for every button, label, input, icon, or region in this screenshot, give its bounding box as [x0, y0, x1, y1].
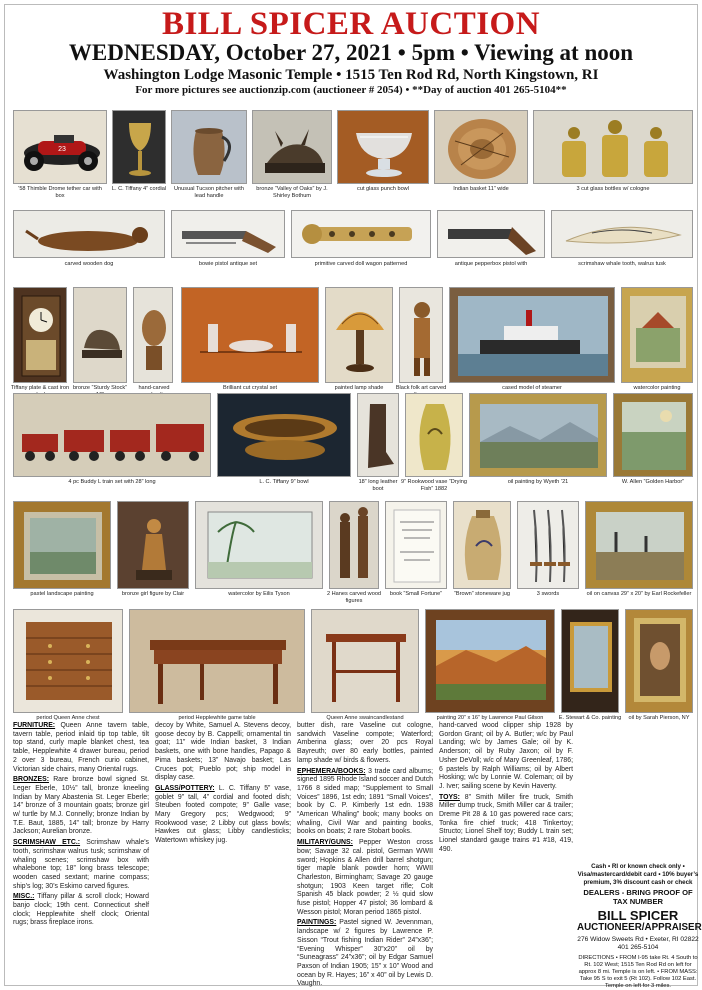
- photo-scrimshaw: [551, 210, 693, 258]
- caption-tiffany-goblet: L. C. Tiffany 4” cordial: [111, 186, 167, 192]
- caption-mirror-paint: pastel landscape painting: [30, 591, 94, 597]
- photo-ship-case: [449, 287, 615, 383]
- photo-punch-bowl: [337, 110, 429, 184]
- photo-mirror-paint: [13, 501, 111, 589]
- section-text: Pepper Weston cross bow; Savage 32 cal. pistol, German WWII sword; Hopkins & Allen drill barrel shotgun; tiger maple blank powder horn; WWII Charleston, Birmingham; Savage 20 gauge shotgun; 1903 Keen target rifle; Colt Spanish 45 black powder; 2 ½ quid slow fuse pistol; Hopper 47 pistol; 36 lombard & Wesson pistol; Moran period 1865 pistol.: [297, 839, 433, 916]
- photo-bronze-woman: [117, 501, 189, 589]
- photo-painting-cottage: [621, 287, 693, 383]
- caption-pepperbox: antique pepperbox pistol with: [454, 261, 528, 267]
- caption-book: book “Small Fortune”: [389, 591, 443, 597]
- caption-framed: E. Stewart & Co. painting: [558, 715, 622, 721]
- section-text: Tiffany pillar & scroll clock; Howard banjo clock; 19th cent. Connecticut shelf clock; Hepplewhite shelf clock; Oriental rugs; brass fireplace irons.: [13, 893, 149, 927]
- photo-cologne: [533, 110, 693, 184]
- photo-framed: [561, 609, 619, 713]
- text-paragraph: [13, 839, 149, 891]
- photo-basket: [434, 110, 528, 184]
- text-paragraph: [155, 722, 291, 783]
- photo-pepperbox: [437, 210, 545, 258]
- caption-chest: period Queen Anne chest: [36, 715, 100, 721]
- caption-scrimshaw: scrimshaw whale tooth, walrus tusk: [578, 261, 666, 267]
- caption-fan-carving: primitive carved doll wagon patterned: [314, 261, 408, 267]
- photo-fan-carving: [291, 210, 431, 258]
- caption-lamp: painted lamp shade: [334, 385, 384, 391]
- section-text: Pastel signed W. Jevennman, landscape w/ 2 figures by Lawrence P. Sisson “Trout fishing Indian Rider” 24”x36”; “Evening Whisper” 30”x20” oil by “Suneagrass” 24”x36”; oil by Edgar Samuel Paxson of Indian 1905; 15” x 10” Wood and ocean by R. Hayes; 16” x 40” oil by Lewis D. Vaughn.: [297, 919, 433, 988]
- text-paragraph: [297, 839, 433, 917]
- section-heading: TOYS:: [439, 793, 460, 801]
- caption-bowls: L. C. Tiffany 9” bowl: [259, 479, 309, 485]
- directions: DIRECTIONS • FROM I-95 take Rt. 4 South to Rt. 102 West; 1515 Ten Rod Rd on left for approx 8 mi. Temple is on left. • FROM MASS: Take 95 S to exit 5 (Rt 102). Follow 102 East. Temple on left for 3 miles.: [578, 955, 698, 990]
- photo-carved-head: [133, 287, 173, 383]
- photo-dainty-frame: [625, 609, 693, 713]
- caption-wc-florida: watercolor by Eilis Tyson: [228, 591, 290, 597]
- photo-statue: [329, 501, 379, 589]
- section-heading: MILITARY/GUNS:: [297, 839, 353, 847]
- text-paragraph: [297, 919, 433, 989]
- text-paragraph: [439, 722, 573, 792]
- auction-title: BILL SPICER AUCTION: [161, 6, 541, 42]
- photo-landscape: [469, 393, 607, 477]
- caption-clock: Tiffany plate & cast iron: [10, 385, 70, 391]
- photo-walking: [585, 501, 693, 589]
- caption-desert: painting 20” x 16” by Lawrence Paul Gilson: [436, 715, 544, 721]
- caption-statue: 2 Hanes carved wood figures: [326, 591, 382, 604]
- auctioneer-role: AUCTIONEER/APPRAISER: [577, 922, 702, 934]
- photo-stand: [311, 609, 419, 713]
- caption-boot: 18” long leather boot: [358, 479, 398, 492]
- photo-table: [129, 609, 305, 713]
- svg-text:23: 23: [58, 146, 66, 153]
- caption-landscape: oil painting by Wyeth ’21: [507, 479, 569, 485]
- section-text: butter dish, rare Vaseline cut cologne, sandwich Vaseline compote; Waterford; Amberina glass; over 20 pcs Royal Bayreuth; over 80 early bottles, painted lamp shade w/ birds & flowers.: [297, 722, 433, 764]
- photo-swords: [517, 501, 579, 589]
- photo-desert: [425, 609, 555, 713]
- photo-dog: [13, 210, 165, 258]
- photo-racer: [13, 110, 107, 184]
- caption-bronze-bull: bronze “Sturdy Stock”: [72, 385, 128, 391]
- text-paragraph: [297, 768, 433, 838]
- caption-glass-set: Brilliant cut crystal set: [222, 385, 278, 391]
- text-paragraph: [297, 722, 433, 766]
- text-paragraph: [13, 893, 149, 928]
- text-paragraph: [13, 722, 149, 774]
- caption-figures: Black folk art carved: [395, 385, 447, 391]
- section-heading: PAINTINGS:: [297, 919, 337, 927]
- section-heading: SCRIMSHAW ETC.:: [13, 839, 81, 847]
- text-paragraph: [155, 785, 291, 846]
- caption-bronze-valley: bronze “Valley of Oaks” by J. Shirley Bothum: [256, 186, 328, 199]
- photo-boot: [357, 393, 399, 477]
- photo-bronze-bull: [73, 287, 127, 383]
- photo-pitcher: [171, 110, 247, 184]
- auctioneer-name: BILL SPICER: [597, 908, 679, 924]
- caption-pistols: bowie pistol antique set: [198, 261, 258, 267]
- photo-lamp: [325, 287, 393, 383]
- caption-punch-bowl: cut glass punch bowl: [357, 186, 409, 192]
- caption-table: period Hepplewhite game table: [178, 715, 256, 721]
- photo-book: [385, 501, 447, 589]
- auction-venue-line: Washington Lodge Masonic Temple • 1515 Ten Rod Rd, North Kingstown, RI: [103, 67, 599, 83]
- section-heading: GLASS/POTTERY:: [155, 784, 215, 792]
- caption-artist-painting: W. Allen “Golden Harbor”: [621, 479, 685, 485]
- photo-vase: [405, 393, 463, 477]
- photo-jug: [453, 501, 511, 589]
- photo-trains: [13, 393, 211, 477]
- text-paragraph: [439, 794, 573, 855]
- section-heading: MISC.:: [13, 893, 35, 901]
- photo-glass-set: [181, 287, 319, 383]
- photo-bowls: [217, 393, 351, 477]
- caption-dainty-frame: oil by Sarah Pierson, NY: [628, 715, 690, 721]
- auctioneer-address: 276 Widow Sweets Rd • Exeter, RI 02822 401 265-5104: [577, 936, 699, 952]
- caption-trains: 4 pc Buddy L train set with 28” long: [68, 479, 156, 485]
- caption-swords: 3 swords: [536, 591, 560, 597]
- photo-figures: [399, 287, 443, 383]
- caption-bronze-woman: bronze girl figure by Clair: [121, 591, 185, 597]
- section-text: 3 trade card albums; signed 1895 Rhode Island soccer and Dutch 1766 8 sided map; “Supplement to Small Voices” 1896, 1st edn; 1891 “Small Voices”, book by C. P. Kimberly 1st edn. 1938 “American Whaling” book; many books on whaling, Civil War and painting books, books on boats; 2 rare Stobart books.: [297, 767, 433, 836]
- photo-clock: [13, 287, 67, 383]
- caption-cologne: 3 cut glass bottles w/ cologne: [576, 186, 650, 192]
- photo-artist-painting: [613, 393, 693, 477]
- auction-flyer: [4, 4, 702, 990]
- caption-jug: “Brown” stoneware jug: [454, 591, 510, 597]
- photo-bronze-valley: [252, 110, 332, 184]
- text-column-1: [13, 722, 149, 930]
- section-heading: FURNITURE:: [13, 722, 56, 729]
- section-text: decoy by White, Samuel A. Stevens decoy, goose decoy by B. Cappelli; ornamental tin goat; 11” wide Indian basket, 3 Indian baskets, one with bone handles, Papago & Pima baskets; 13” Navajo basket; Las Cruces pot; Pueblo pot; ship model in display case.: [155, 722, 291, 782]
- section-text: 8” Smith Miller fire truck, Smith Miller dump truck, Smith Miller car & trailer; Dreme Pit 28 & 10 gas powered race cars; Tonka fire chief truck; 418 Tinkertoy; Structo; Lionel Shelf toy; Buddy L train set; Lionel standard gauge trains #1 #18, 419, 490.: [439, 793, 573, 853]
- section-text: Rare bronze bowl signed St. Leger Eberle, 10½” tall, bronze kneeling Indian by Mary Abastenia St. Leger Eberle; 14” bronze of 3 mountain goats; bronze girl w/ turtle by M.J. Connelly; bronze Indian by T.E. Baut, 1885, 14” tall; bronze by Harry Jackson; Aurelian bronze.: [13, 776, 149, 836]
- caption-basket: Indian basket 11” wide: [453, 186, 509, 192]
- caption-ship-case: cased model of steamer: [502, 385, 562, 391]
- photo-pistols: [171, 210, 285, 258]
- section-text: Scrimshaw whale’s tooth, scrimshaw walrus tusk; scrimshaw of whaling scenes; scrimshaw box with whalebone top; 18” long brass telescope; wooden cased sextant; marine compass; ship’s log; 30’s Eskimo carved figures.: [13, 839, 150, 890]
- text-paragraph: [13, 776, 149, 837]
- caption-painting-cottage: watercolor painting: [633, 385, 681, 391]
- caption-carved-head: hand-carved: [138, 385, 170, 391]
- photo-chest: [13, 609, 123, 713]
- caption-vase: 9” Rookwood vase “Drying Fish” 1882: [401, 479, 467, 492]
- payment-terms: Cash • RI or known check only • Visa/mastercard/debit card • 10% buyer’s premium, 3% discount cash or check: [577, 863, 699, 886]
- caption-walking: oil on canvas 29” x 20” by Earl Rockefeller: [586, 591, 692, 597]
- dealers-note: DEALERS - BRING PROOF OF TAX NUMBER: [583, 888, 693, 907]
- text-column-2: [155, 722, 291, 848]
- caption-dog: carved wooden dog: [64, 261, 114, 267]
- caption-racer: ’58 Thimble Drome tether car with box: [18, 186, 102, 199]
- caption-pitcher: Unusual Tucson pitcher with lead handle: [174, 186, 244, 199]
- section-heading: EPHEMERA/BOOKS:: [297, 767, 366, 775]
- caption-stand: Queen Anne swaincandlestand: [326, 715, 404, 721]
- section-heading: BRONZES:: [13, 776, 49, 784]
- section-text: Queen Anne tavern table, tavern table, period inlaid tip top table, tilt top stand, curly maple blanket chest, tea table, Hepplewhite 4 drawer bureau, period 2 over 3 bureau, French curio cabinet, Victorian side chairs, many Oriental rugs.: [13, 722, 149, 773]
- text-column-3: [297, 722, 433, 990]
- section-text: L. C. Tiffany 5” vase, goblet 9” tall, 4” cordial and footed dish; Steuben footed compote; 9” Galle vase; Mary Gregory pcs; Wedgwood; 9” Rookwood vase; 2 Libby cut glass bowls; Hawkes cut glass; Libby candlesticks; Watertown whiskey jug.: [155, 784, 291, 845]
- auction-date-line: WEDNESDAY, October 27, 2021 • 5pm • Viewing at noon: [68, 40, 634, 65]
- auction-more-pictures: For more pictures see auctionzip.com (auctioneer # 2054) • **Day of auction 401 265-5104**: [135, 84, 567, 96]
- section-text: hand-carved wood clipper ship 1928 by Gordon Grant; oil by A. Butler; w/c by Paul Landing; w/c by James Gale; oil by K. Anderson; oil by Ruby Jaxon; oil by F. Usher DeVoll; w/c of Mary Greenleaf, 1786; 6 pastels by Ralph Williams; oil by Albert Hosking; w/c by Lonnie W. Coleman; oil by J. Iver; sailing scene by Kevin Haverty.: [439, 722, 573, 790]
- text-column-4: [439, 722, 573, 857]
- auctioneer-contact: [577, 863, 702, 990]
- photo-wc-florida: [195, 501, 323, 589]
- photo-tiffany-goblet: [112, 110, 166, 184]
